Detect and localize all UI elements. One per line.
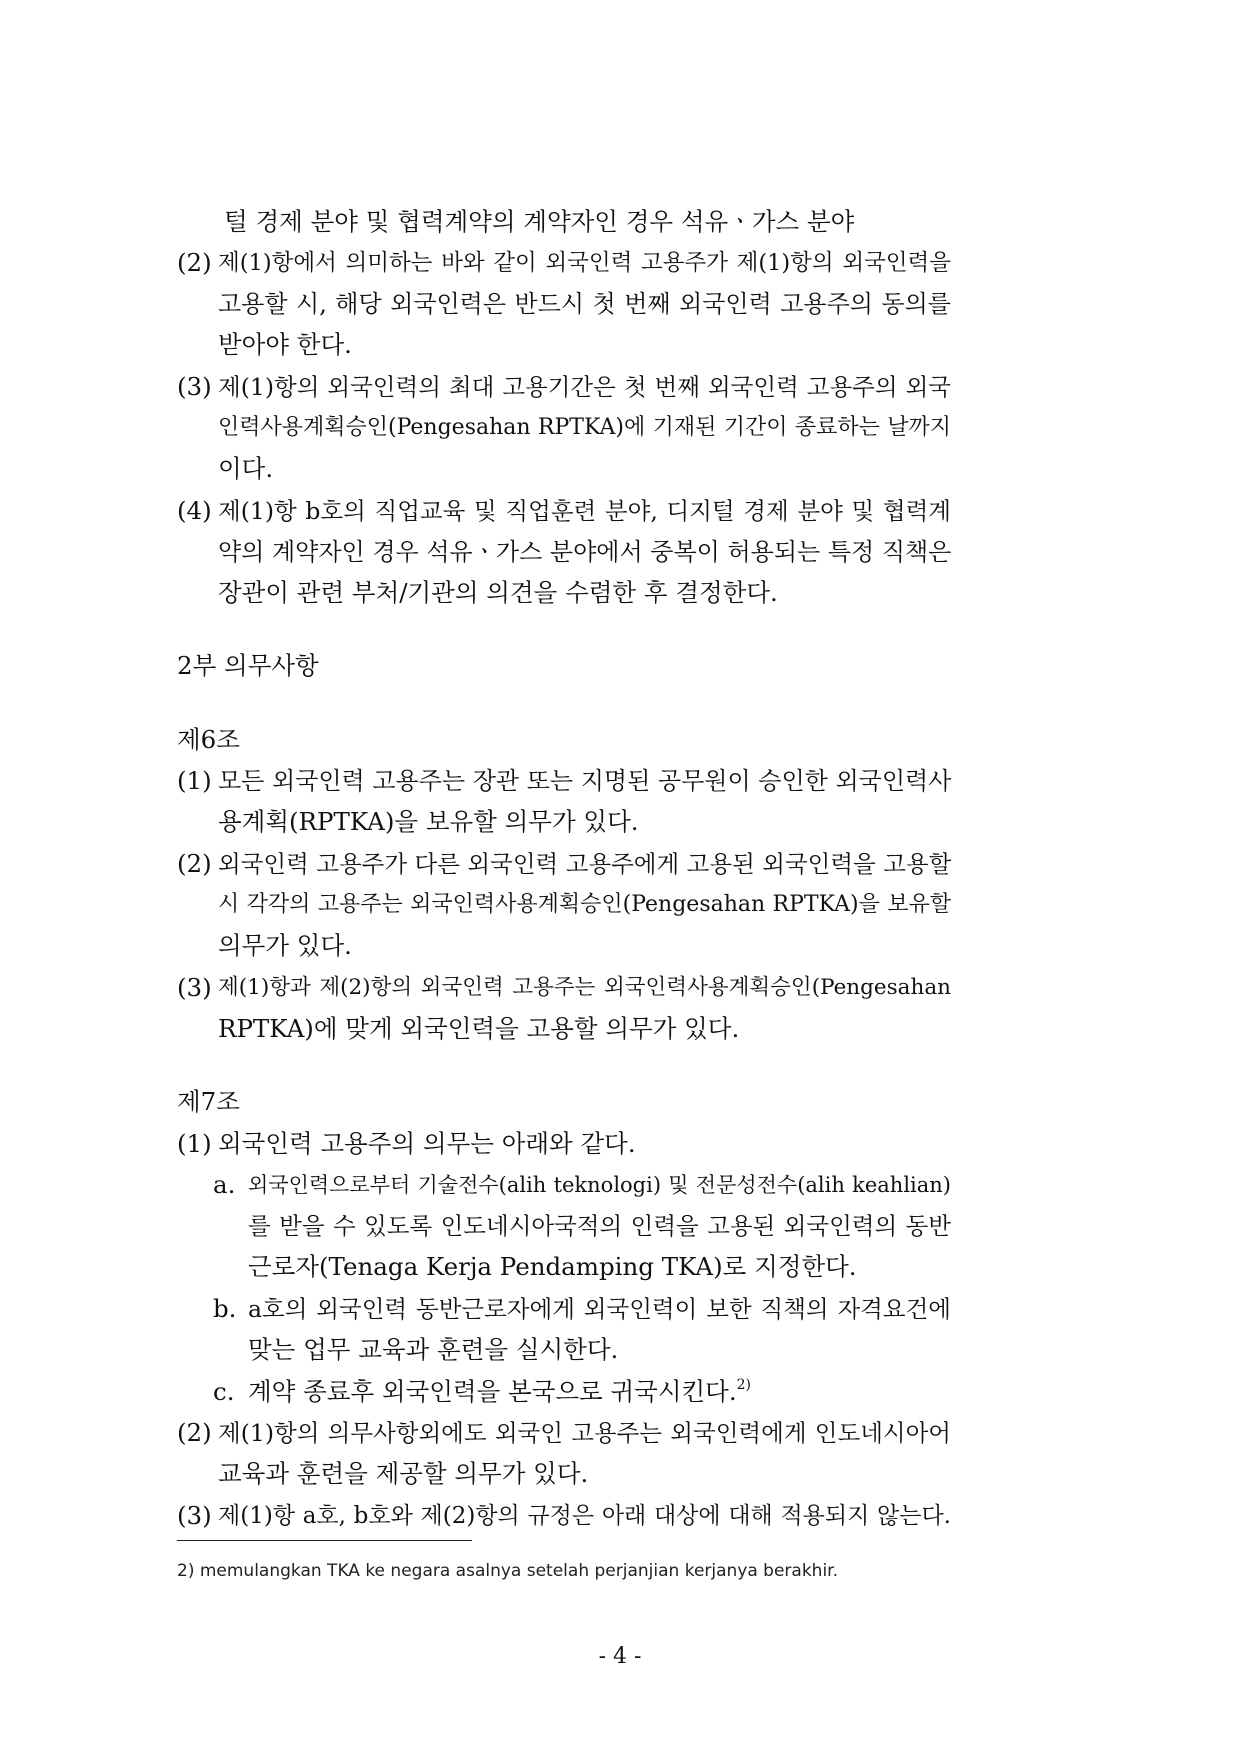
paragraph-number: (2) [177,849,212,878]
item-line: 맞는 업무 교육과 훈련을 실시한다. [248,1335,619,1364]
paragraph-line: 고용할 시, 해당 외국인력은 반드시 첫 번째 외국인력 고용주의 동의를 [218,290,951,318]
paragraph-line: 제(1)항의 외국인력의 최대 고용기간은 첫 번째 외국인력 고용주의 외국 [218,373,951,401]
paragraph-number: (4) [177,496,212,525]
paragraph-line: 제(1)항 a호, b호와 제(2)항의 규정은 아래 대상에 대해 적용되지 않는다. [218,1503,951,1529]
paragraph-line: 용계획(RPTKA)을 보유할 의무가 있다. [218,807,639,836]
paragraph-number: (1) [177,1129,212,1158]
paragraph-line: 외국인력 고용주의 의무는 아래와 같다. [218,1129,636,1158]
paragraph-line: 장관이 관련 부처/기관의 의견을 수렴한 후 결정한다. [218,578,778,607]
paragraph-line: 의무가 있다. [218,931,352,960]
paragraph-line: 이다. [218,454,274,483]
item-label: c. [213,1377,235,1406]
paragraph-line: 약의 계약자인 경우 석유ㆍ가스 분야에서 중복이 허용되는 특정 직책은 [218,538,952,566]
footnote-reference[interactable]: 2) [736,1376,751,1393]
paragraph-line: 제(1)항에서 의미하는 바와 같이 외국인력 고용주가 제(1)항의 외국인력을 [218,250,951,276]
paragraph-line: 모든 외국인력 고용주는 장관 또는 지명된 공무원이 승인한 외국인력사 [218,767,952,795]
paragraph-number: (3) [177,973,212,1002]
paragraph-number: (2) [177,248,212,277]
page-number: - 4 - [598,1644,642,1669]
paragraph-number: (3) [177,372,212,401]
paragraph-line: 시 각각의 고용주는 외국인력사용계획승인(Pengesahan RPTKA)을 보유할 [218,892,951,917]
item-label: a. [213,1170,236,1199]
footnote-divider [177,1540,472,1541]
item-label: b. [213,1294,237,1323]
paragraph-line: 제(1)항 b호의 직업교육 및 직업훈련 분야, 디지털 경제 분야 및 협력계 [218,497,951,525]
paragraph-line: 교육과 훈련을 제공할 의무가 있다. [218,1459,589,1488]
item-line: 근로자(Tenaga Kerja Pendamping TKA)로 지정한다. [248,1252,857,1281]
item-line [248,1375,951,1409]
paragraph-line: 받아야 한다. [218,330,352,359]
paragraph-number: (3) [177,1501,212,1530]
part-heading: 2부 의무사항 [177,651,319,680]
paragraph-number: (1) [177,766,212,795]
continuation-line: 털 경제 분야 및 협력계약의 계약자인 경우 석유ㆍ가스 분야 [224,207,855,236]
article-heading: 제6조 [177,725,240,754]
item-line: 외국인력으로부터 기술전수(alih teknologi) 및 전문성전수(alih keahlian) [248,1173,951,1197]
paragraph-number: (2) [177,1418,212,1447]
item-line: 를 받을 수 있도록 인도네시아국적의 인력을 고용된 외국인력의 동반 [248,1212,951,1240]
paragraph-line: 인력사용계획승인(Pengesahan RPTKA)에 기재된 기간이 종료하는 날까지 [218,415,951,440]
paragraph-line: 외국인력 고용주가 다른 외국인력 고용주에게 고용된 외국인력을 고용할 [218,850,952,878]
footnote-text: 2) memulangkan TKA ke negara asalnya setelah perjanjian kerjanya berakhir. [177,1561,839,1581]
item-text: 계약 종료후 외국인력을 본국으로 귀국시킨다. [248,1377,737,1406]
paragraph-line: RPTKA)에 맞게 외국인력을 고용할 의무가 있다. [218,1014,740,1043]
article-heading: 제7조 [177,1087,240,1116]
item-line: a호의 외국인력 동반근로자에게 외국인력이 보한 직책의 자격요건에 [248,1295,951,1323]
paragraph-line: 제(1)항과 제(2)항의 외국인력 고용주는 외국인력사용계획승인(Pengesahan [218,975,951,1000]
paragraph-line: 제(1)항의 의무사항외에도 외국인 고용주는 외국인력에게 인도네시아어 [218,1419,951,1447]
